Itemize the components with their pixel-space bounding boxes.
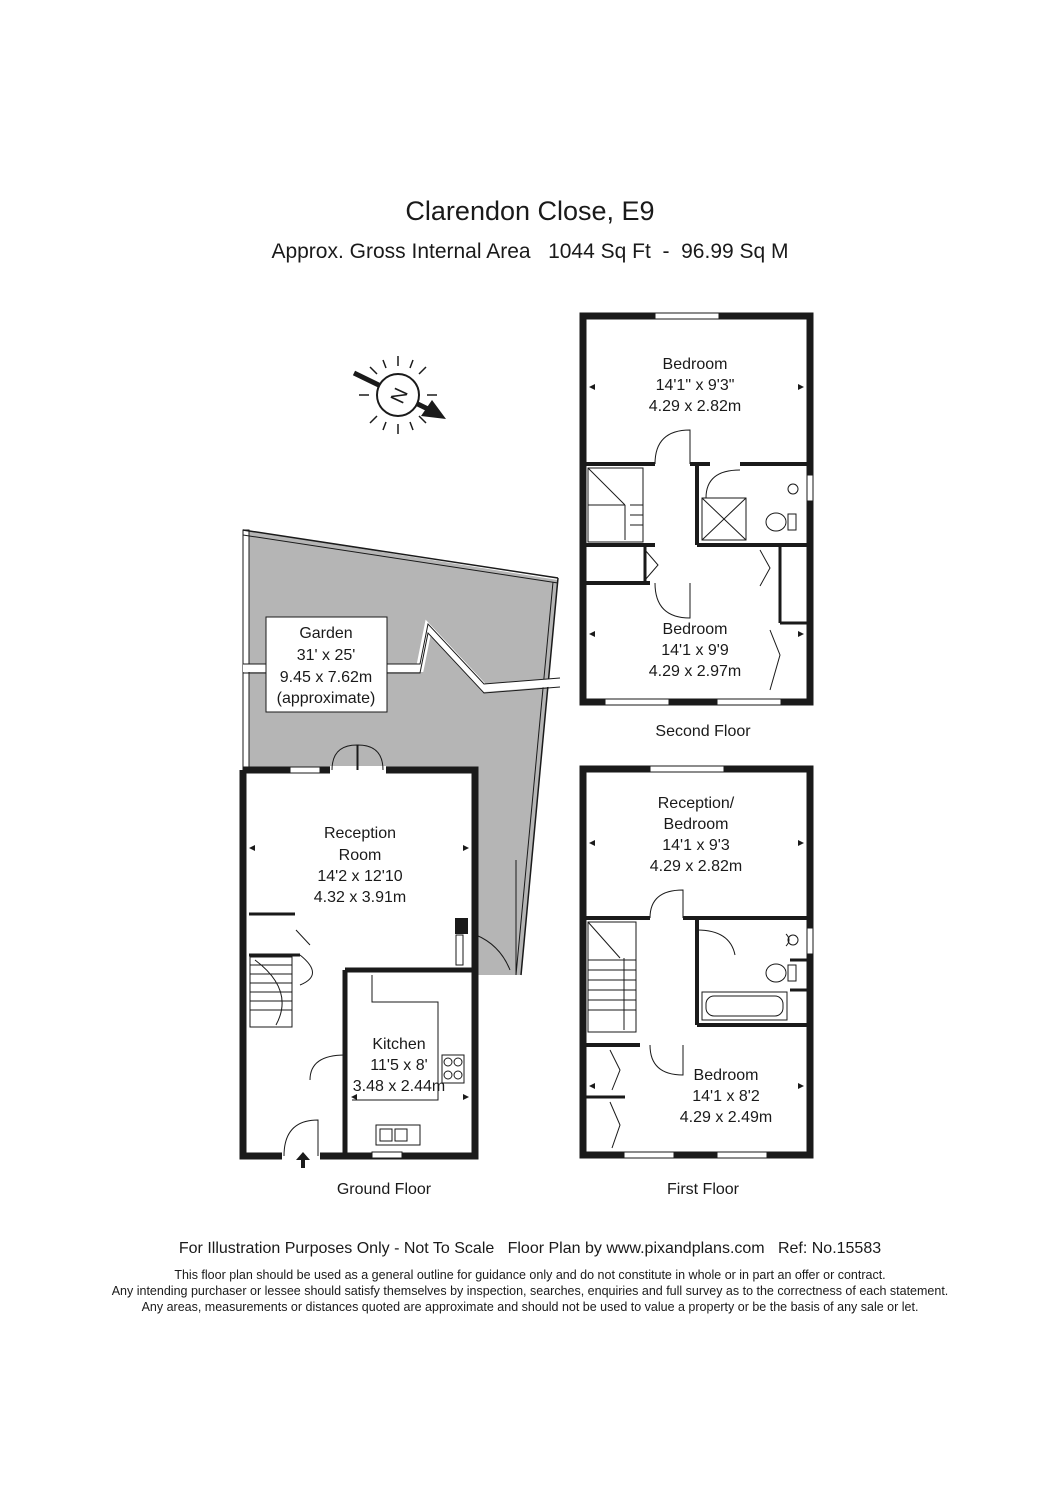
- sf-bedroom1-metric: 4.29 x 2.82m: [648, 398, 742, 415]
- footer-disclaimer: [0, 1267, 1060, 1315]
- sf-bedroom1-name: Bedroom: [662, 356, 728, 373]
- garden-note: (approximate): [276, 690, 376, 707]
- sf-bedroom2-name: Bedroom: [662, 621, 728, 638]
- reception-imperial: 14'2 x 12'10: [317, 868, 403, 885]
- sf-bedroom2-metric: 4.29 x 2.97m: [648, 663, 742, 680]
- gross-internal-area: Approx. Gross Internal Area 1044 Sq Ft - 96.99 Sq M: [271, 240, 789, 263]
- ff-bedroom-imperial: 14'1 x 8'2: [692, 1088, 760, 1105]
- kitchen-imperial: 11'5 x 8': [370, 1057, 428, 1074]
- plan-title: Clarendon Close, E9: [405, 196, 655, 226]
- ground-floor-label: Ground Floor: [336, 1181, 432, 1198]
- reception-name-1: Reception: [323, 825, 397, 842]
- disclaimer-line-2: Any intending purchaser or lessee should satisfy themselves by inspection, searches, enquiries and full survey as to the correctness of each statement.: [111, 1284, 949, 1298]
- footer-credit: For Illustration Purposes Only - Not To Scale Floor Plan by www.pixandplans.com Ref: No.15583: [178, 1240, 882, 1257]
- first-floor-plan: [583, 766, 813, 1198]
- second-floor-label: Second Floor: [655, 723, 751, 740]
- kitchen-name: Kitchen: [372, 1036, 426, 1053]
- garden-name: Garden: [299, 625, 353, 642]
- garden-imperial: 31' x 25': [296, 647, 356, 664]
- sf-bedroom1-imperial: 14'1" x 9'3": [655, 377, 735, 394]
- ground-floor-plan: [243, 745, 475, 1198]
- ff-bedroom-name: Bedroom: [693, 1067, 759, 1084]
- ff-reception-name-2: Bedroom: [663, 816, 729, 833]
- garden-metric: 9.45 x 7.62m: [279, 669, 373, 686]
- sf-bedroom2-imperial: 14'1 x 9'9: [661, 642, 729, 659]
- first-floor-label: First Floor: [667, 1181, 739, 1198]
- ff-reception-imperial: 14'1 x 9'3: [662, 837, 730, 854]
- second-floor-plan: [583, 313, 813, 740]
- ff-reception-name-1: Reception/: [657, 795, 735, 812]
- north-letter: N: [386, 384, 413, 408]
- ff-reception-metric: 4.29 x 2.82m: [649, 858, 743, 875]
- reception-metric: 4.32 x 3.91m: [313, 889, 407, 906]
- ff-bedroom-metric: 4.29 x 2.49m: [679, 1109, 773, 1126]
- disclaimer-line-3: Any areas, measurements or distances quoted are approximate and should not be used to value a property or be the basis of any sale or let.: [141, 1300, 919, 1314]
- reception-name-2: Room: [338, 847, 382, 864]
- kitchen-metric: 3.48 x 2.44m: [352, 1078, 446, 1095]
- disclaimer-line-1: This floor plan should be used as a general outline for guidance only and do not constitute in whole or in part an offer or contract.: [174, 1268, 886, 1282]
- north-arrow-icon: [354, 356, 446, 434]
